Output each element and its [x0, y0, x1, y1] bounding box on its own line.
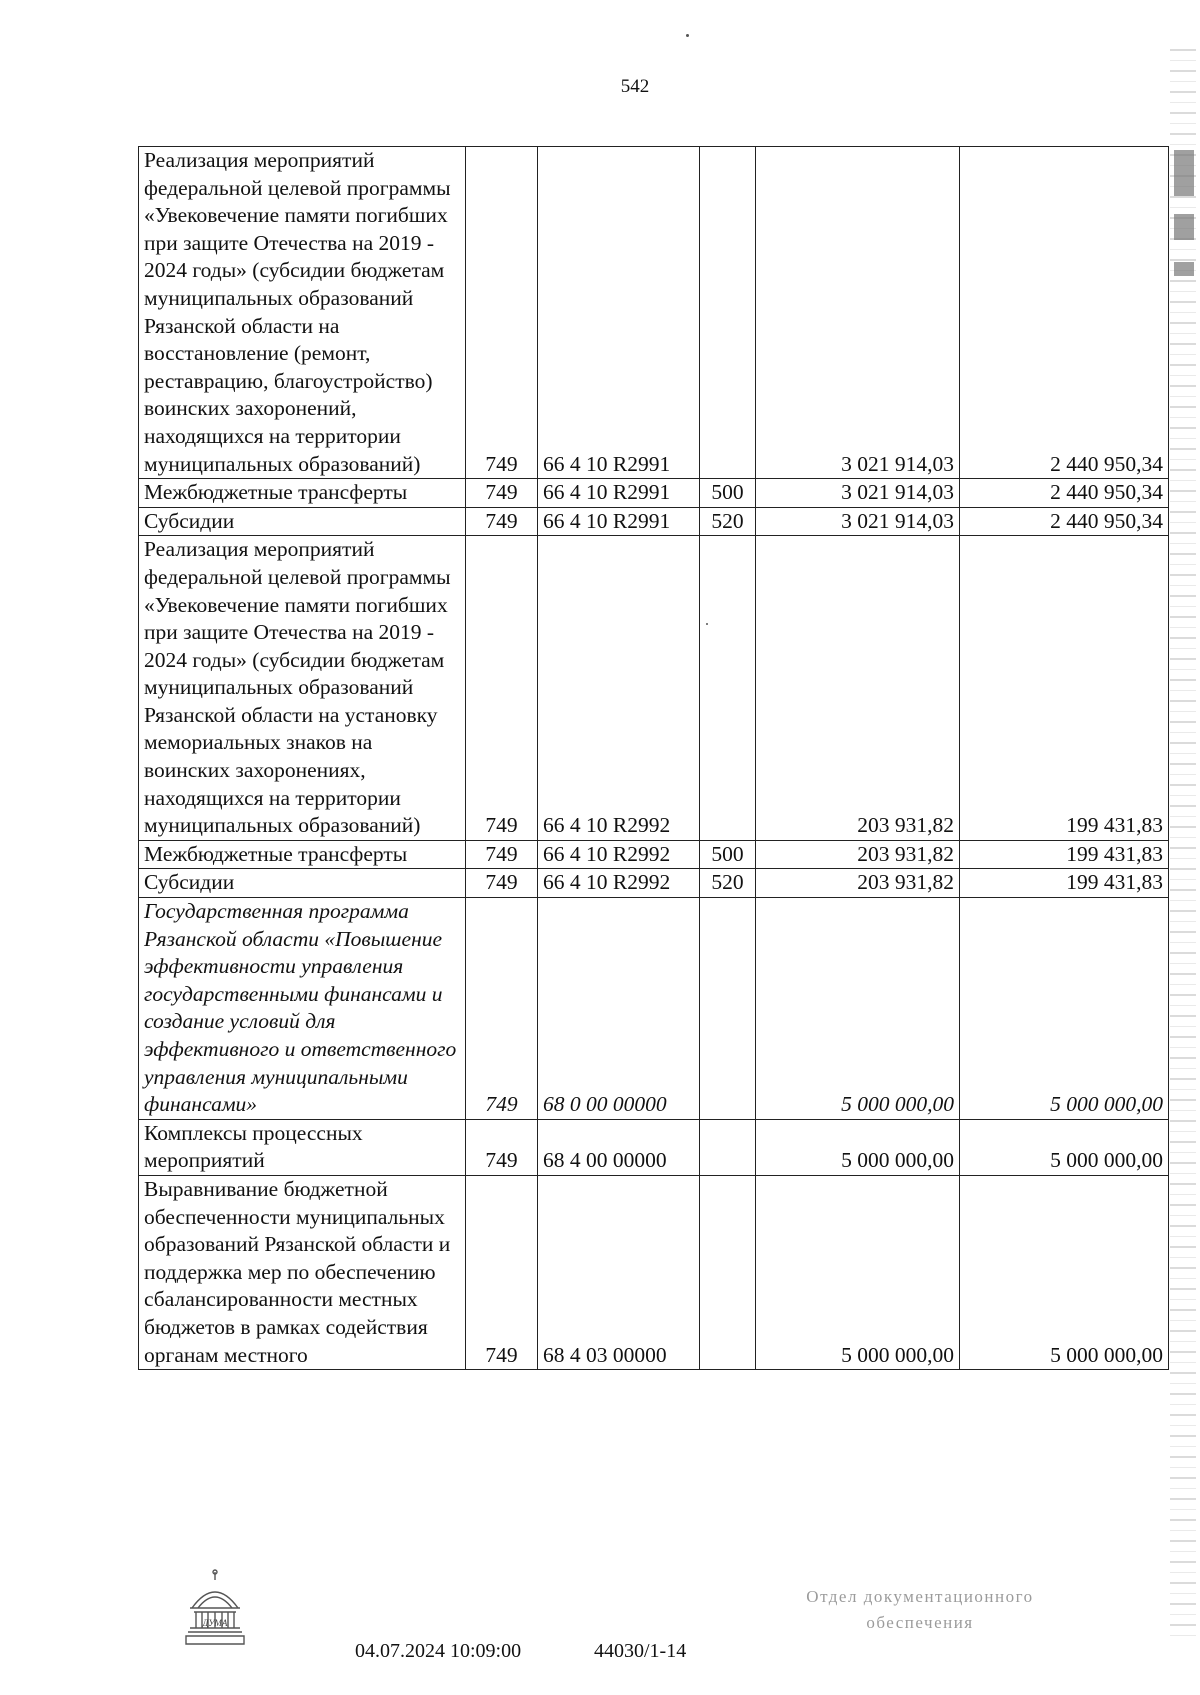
- row-expense-type: 500: [700, 840, 756, 869]
- row-amount-year1: 3 021 914,03: [756, 507, 960, 536]
- row-target-article: 66 4 10 R2992: [538, 869, 700, 898]
- row-target-article: 66 4 10 R2991: [538, 507, 700, 536]
- row-target-article: 68 4 00 00000: [538, 1119, 700, 1175]
- table-row: [139, 147, 1169, 479]
- row-amount-year2: 5 000 000,00: [960, 898, 1169, 1120]
- row-ved-code: 749: [466, 898, 538, 1120]
- stamp-line-1: Отдел документационного: [806, 1587, 1034, 1606]
- row-amount-year1: 5 000 000,00: [756, 1175, 960, 1369]
- table-row: [139, 479, 1169, 508]
- row-ved-code: 749: [466, 479, 538, 508]
- row-ved-code: 749: [466, 147, 538, 479]
- row-amount-year2: 2 440 950,34: [960, 479, 1169, 508]
- row-ved-code: 749: [466, 1175, 538, 1369]
- row-amount-year2: 2 440 950,34: [960, 507, 1169, 536]
- department-stamp: [770, 1584, 1070, 1636]
- row-expense-type: [700, 1175, 756, 1369]
- scan-edge-mark: [1174, 262, 1194, 276]
- row-name: Реализация мероприятий федеральной целевой программы «Увековечение памяти погибших при защите Отечества на 2019 - 2024 годы» (субсидии бюджетам муниципальных образований Рязанской области на восстановление (ремонт, реставрацию, благоустройство) воинских захоронений, находящихся на территории муниципальных образований): [139, 147, 466, 479]
- page-number: 542: [620, 76, 650, 97]
- scan-edge-mark: [1174, 150, 1194, 196]
- scan-edge-artifact: [1170, 40, 1196, 1640]
- row-amount-year2: 5 000 000,00: [960, 1175, 1169, 1369]
- row-target-article: 68 4 03 00000: [538, 1175, 700, 1369]
- row-ved-code: 749: [466, 536, 538, 841]
- row-target-article: 66 4 10 R2992: [538, 536, 700, 841]
- row-target-article: 68 0 00 00000: [538, 898, 700, 1120]
- row-amount-year1: 203 931,82: [756, 869, 960, 898]
- logo-text: ДУМА: [202, 1618, 228, 1628]
- row-expense-type: 520: [700, 507, 756, 536]
- row-expense-type: [700, 1119, 756, 1175]
- table-row: [139, 507, 1169, 536]
- row-expense-type: 500: [700, 479, 756, 508]
- scan-edge-mark: [1174, 214, 1194, 240]
- row-amount-year1: 203 931,82: [756, 536, 960, 841]
- footer-date: 04.07.2024 10:09:00: [355, 1640, 522, 1662]
- row-ved-code: 749: [466, 840, 538, 869]
- row-amount-year1: 5 000 000,00: [756, 1119, 960, 1175]
- row-amount-year1: 3 021 914,03: [756, 147, 960, 479]
- stamp-line-2: обеспечения: [866, 1613, 974, 1632]
- row-name: Комплексы процессных мероприятий: [139, 1119, 466, 1175]
- duma-logo-icon: [182, 1568, 248, 1648]
- table-row: [139, 1175, 1169, 1369]
- row-expense-type: [700, 147, 756, 479]
- row-name: Межбюджетные трансферты: [139, 840, 466, 869]
- row-amount-year2: 199 431,83: [960, 840, 1169, 869]
- row-name: Межбюджетные трансферты: [139, 479, 466, 508]
- row-expense-type: 520: [700, 869, 756, 898]
- row-amount-year1: 5 000 000,00: [756, 898, 960, 1120]
- scan-speck: [686, 34, 689, 37]
- row-ved-code: 749: [466, 507, 538, 536]
- row-target-article: 66 4 10 R2991: [538, 479, 700, 508]
- row-amount-year2: 199 431,83: [960, 869, 1169, 898]
- row-amount-year1: 203 931,82: [756, 840, 960, 869]
- row-target-article: 66 4 10 R2992: [538, 840, 700, 869]
- row-name: Реализация мероприятий федеральной целевой программы «Увековечение памяти погибших при защите Отечества на 2019 - 2024 годы» (субсидии бюджетам муниципальных образований Рязанской области на установку мемориальных знаков на воинских захоронениях, находящихся на территории муниципальных образований): [139, 536, 466, 841]
- row-expense-type: [700, 898, 756, 1120]
- row-amount-year2: 199 431,83: [960, 536, 1169, 841]
- row-amount-year1: 3 021 914,03: [756, 479, 960, 508]
- row-amount-year2: 2 440 950,34: [960, 147, 1169, 479]
- footer-doc-number: 44030/1-14: [594, 1640, 687, 1662]
- row-name: Субсидии: [139, 869, 466, 898]
- row-ved-code: 749: [466, 869, 538, 898]
- row-target-article: 66 4 10 R2991: [538, 147, 700, 479]
- row-expense-type: [700, 536, 756, 841]
- table-row: [139, 898, 1169, 1120]
- row-name: Субсидии: [139, 507, 466, 536]
- table-row: [139, 1119, 1169, 1175]
- row-name: Выравнивание бюджетной обеспеченности муниципальных образований Рязанской области и поддержка мер по обеспечению сбалансированности местных бюджетов в рамках содействия органам местного: [139, 1175, 466, 1369]
- row-ved-code: 749: [466, 1119, 538, 1175]
- row-name: Государственная программа Рязанской области «Повышение эффективности управления государственными финансами и создание условий для эффективного и ответственного управления муниципальными финансами»: [139, 898, 466, 1120]
- row-amount-year2: 5 000 000,00: [960, 1119, 1169, 1175]
- table-row: [139, 869, 1169, 898]
- budget-table: [138, 146, 1169, 1370]
- table-row: [139, 840, 1169, 869]
- table-row: [139, 536, 1169, 841]
